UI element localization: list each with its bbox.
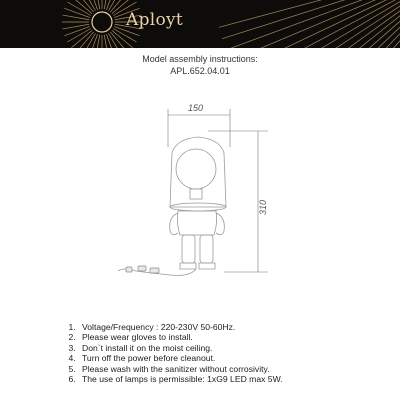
- instruction-list: [64, 322, 283, 384]
- sun-ray: [88, 0, 97, 10]
- sun-ray: [104, 35, 109, 48]
- brand-banner: [0, 0, 400, 48]
- list-item: 6. The use of lamps is permissible: 1xG9 LED max 5W.: [78, 374, 283, 384]
- sun-ray: [260, 0, 400, 48]
- sun-ray: [110, 32, 127, 48]
- sun-ray: [349, 0, 400, 48]
- astronaut-lamp-icon: [170, 137, 226, 269]
- sun-ray: [370, 0, 400, 48]
- brand-logo-text: Aployt: [126, 10, 184, 30]
- sun-ray: [109, 0, 123, 11]
- sun-ray: [359, 0, 400, 48]
- list-item: 3. Don`t install it on the moist ceiling.: [78, 343, 283, 353]
- sun-ray: [106, 0, 115, 10]
- sun-ray: [230, 0, 400, 48]
- height-label: 310: [258, 199, 268, 215]
- list-item: 2. Please wear gloves to install.: [78, 332, 283, 342]
- document-title: Model assembly instructions:: [142, 54, 258, 64]
- sun-ray: [219, 0, 400, 27]
- list-item: 1. Voltage/Frequency : 220-230V 50-60Hz.: [78, 322, 283, 332]
- width-label: 150: [188, 103, 204, 113]
- width-dimension: [168, 109, 230, 147]
- list-item: 5. Please wash with the sanitizer without corrosivity.: [78, 364, 283, 374]
- model-number: APL.652.04.01: [170, 66, 230, 76]
- sun-ray: [76, 0, 93, 12]
- sun-ray: [226, 0, 400, 48]
- sun-ray: [82, 0, 96, 11]
- sun-ray: [95, 35, 100, 48]
- sun-ray: [76, 32, 93, 48]
- sunburst-rays: [0, 0, 400, 48]
- product-drawing: [0, 95, 400, 300]
- sun-ray: [291, 0, 400, 48]
- sunburst-icon: [92, 12, 112, 32]
- list-item: 4. Turn off the power before cleanout.: [78, 353, 283, 363]
